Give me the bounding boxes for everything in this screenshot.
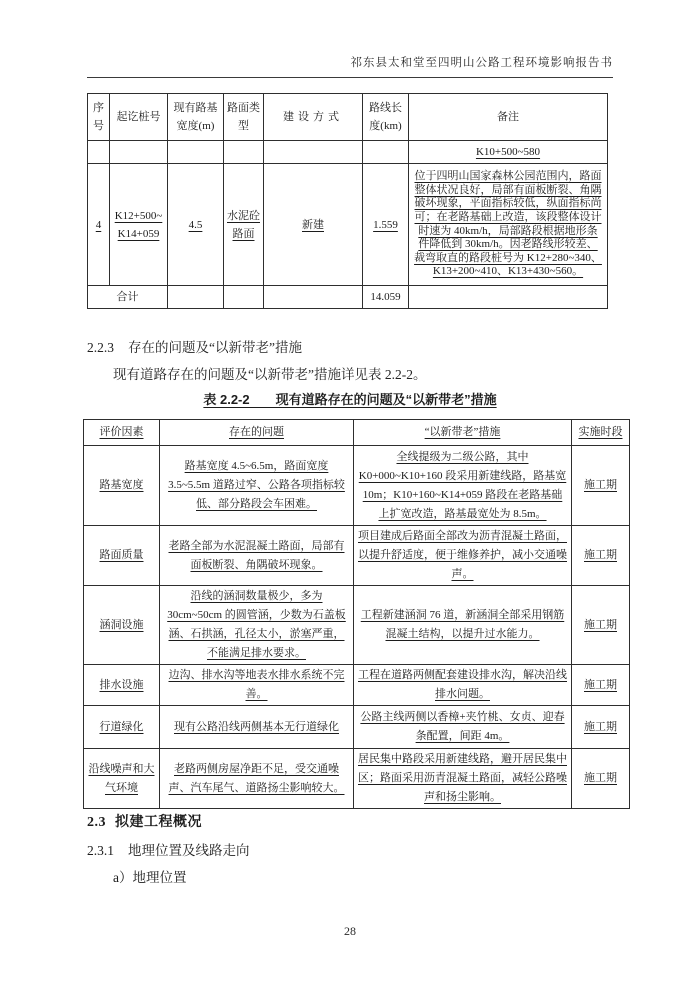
col-header-length: 路线长度(km): [363, 94, 409, 141]
length-cell: 1.559: [363, 164, 409, 286]
col-header-mode: 建设方式: [264, 94, 363, 141]
problem-cell: 老路全部为水泥混凝土路面，局部有面板断裂、角隅破坏现象。: [160, 526, 354, 586]
factor-cell: 沿线噪声和大气环境: [84, 749, 160, 809]
measure-cell: 全线提级为二级公路，其中 K0+000~K10+160 段采用新建线路，路基宽 10m；K10+160~K14+059 路段在老路基础上扩宽改造，路基最宽处为 8.5m。: [354, 446, 572, 526]
continuation-row: [88, 141, 608, 164]
continuation-remark-cell: K10+500~580: [409, 141, 608, 164]
col-header-period: 实施时段: [572, 420, 630, 446]
empty-cell: [224, 286, 264, 309]
period-cell: 施工期: [572, 526, 630, 586]
problem-cell: 老路两侧房屋净距不足，受交通噪声、汽车尾气、道路扬尘影响较大。: [160, 749, 354, 809]
empty-cell: [264, 141, 363, 164]
section-number: 2.3: [87, 815, 106, 830]
measure-cell: 工程新建涵洞 76 道，新涵洞全部采用钢筋混凝土结构，以提升过水能力。: [354, 586, 572, 665]
section-number: 2.2.3: [87, 340, 114, 355]
table-header-row: [84, 420, 630, 446]
factor-cell: 排水设施: [84, 665, 160, 706]
col-header-stake: 起讫桩号: [110, 94, 168, 141]
total-row: [88, 286, 608, 309]
section-heading-23: [87, 811, 202, 831]
page-number: 28: [344, 924, 356, 938]
table-row: [84, 749, 630, 809]
segment-row-4: [88, 164, 608, 286]
measure-cell: 项目建成后路面全部改为沥青混凝土路面，以提升舒适度，便于维修养护，减小交通噪声。: [354, 526, 572, 586]
table-row: [84, 526, 630, 586]
section-heading-a: a）地理位置: [113, 870, 187, 885]
problem-cell: 路基宽度 4.5~6.5m，路面宽度 3.5~5.5m 道路过窄、公路各项指标较低、部分路段会车困难。: [160, 446, 354, 526]
measure-cell: 居民集中路段采用新建线路，避开居民集中区；路面采用沥青混凝土路面，减轻公路噪声和扬尘影响。: [354, 749, 572, 809]
table-2-2-2-caption: 表 2.2-2 现有道路存在的问题及“以新带老”措施: [203, 392, 497, 407]
empty-cell: [168, 141, 224, 164]
table-row: [84, 586, 630, 665]
empty-cell: [224, 141, 264, 164]
factor-cell: 路面质量: [84, 526, 160, 586]
col-header-seq: 序号: [88, 94, 110, 141]
period-cell: 施工期: [572, 749, 630, 809]
empty-cell: [110, 141, 168, 164]
period-cell: 施工期: [572, 586, 630, 665]
width-cell: 4.5: [168, 164, 224, 286]
col-header-remark: 备注: [409, 94, 608, 141]
table-row: [84, 446, 630, 526]
table-row: [84, 665, 630, 706]
header-rule: [87, 77, 613, 78]
total-length-cell: 14.059: [363, 286, 409, 309]
total-label-cell: 合计: [88, 286, 168, 309]
measure-cell: 公路主线两侧以香樟+夹竹桃、女贞、迎春条配置，间距 4m。: [354, 706, 572, 749]
factor-cell: 路基宽度: [84, 446, 160, 526]
period-cell: 施工期: [572, 665, 630, 706]
period-cell: 施工期: [572, 446, 630, 526]
remark-cell: 位于四明山国家森林公园范围内，路面整体状况良好，局部有面板断裂、角隅破坏现象，平面指标较低，纵面指标尚可；在老路基础上改造，该段整体设计时速为 40km/h，局部路段根据地形条件降低到 30km/h。因老路线形较差、裁弯取直的路段桩号为 K12+280~340、K13+200~410、K13+430~560。: [409, 164, 608, 286]
section-heading-223: [87, 336, 302, 356]
empty-cell: [363, 141, 409, 164]
section-title: 存在的问题及“以新带老”措施: [128, 340, 302, 355]
section-heading-231: [87, 839, 250, 859]
problem-cell: 现有公路沿线两侧基本无行道绿化: [160, 706, 354, 749]
section-number: 2.3.1: [87, 843, 114, 858]
period-cell: 施工期: [572, 706, 630, 749]
pavement-cell: 水泥砼路面: [224, 164, 264, 286]
col-header-measure: “以新带老”措施: [354, 420, 572, 446]
problems-measures-table: [83, 419, 630, 809]
seq-cell: 4: [88, 164, 110, 286]
stake-cell: K12+500~K14+059: [110, 164, 168, 286]
measure-cell: 工程在道路两侧配套建设排水沟，解决沿线排水问题。: [354, 665, 572, 706]
problem-cell: 边沟、排水沟等地表水排水系统不完善。: [160, 665, 354, 706]
section-title: 地理位置及线路走向: [128, 843, 250, 858]
factor-cell: 涵洞设施: [84, 586, 160, 665]
empty-cell: [168, 286, 224, 309]
road-segment-table: [87, 93, 608, 309]
section-title: 拟建工程概况: [115, 813, 202, 829]
table-header-row: [88, 94, 608, 141]
empty-cell: [409, 286, 608, 309]
empty-cell: [264, 286, 363, 309]
empty-cell: [88, 141, 110, 164]
running-header: 祁东县太和堂至四明山公路工程环境影响报告书: [350, 57, 613, 69]
col-header-width: 现有路基宽度(m): [168, 94, 224, 141]
mode-cell: 新建: [264, 164, 363, 286]
col-header-pavement: 路面类型: [224, 94, 264, 141]
problem-cell: 沿线的涵洞数量极少，多为 30cm~50cm 的圆管涵，少数为石盖板涵、石拱涵，孔径太小，淤塞严重，不能满足排水要求。: [160, 586, 354, 665]
body-paragraph: 现有道路存在的问题及“以新带老”措施详见表 2.2-2。: [113, 367, 427, 382]
table-row: [84, 706, 630, 749]
factor-cell: 行道绿化: [84, 706, 160, 749]
col-header-problem: 存在的问题: [160, 420, 354, 446]
col-header-factor: 评价因素: [84, 420, 160, 446]
